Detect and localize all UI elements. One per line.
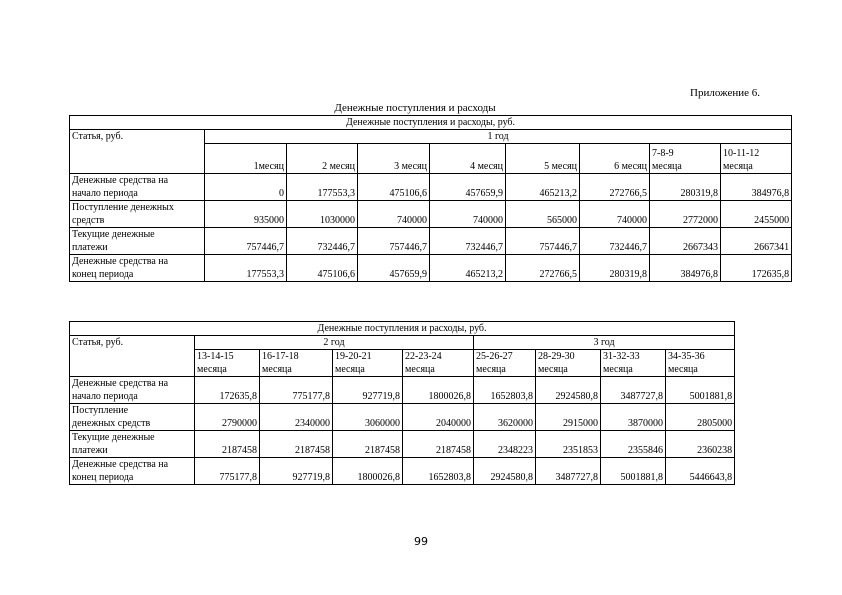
value-cell: 457659,9 (358, 255, 430, 282)
value-cell: 3620000 (474, 404, 536, 431)
value-cell: 757446,7 (358, 228, 430, 255)
value-cell: 280319,8 (580, 255, 650, 282)
value-cell: 384976,8 (650, 255, 721, 282)
value-cell: 465213,2 (506, 174, 580, 201)
value-cell: 2667341 (721, 228, 792, 255)
row-label: Денежные средства на начало периода (70, 174, 205, 201)
value-cell: 1652803,8 (403, 458, 474, 485)
value-cell: 0 (205, 174, 287, 201)
value-cell: 732446,7 (430, 228, 506, 255)
value-cell: 1030000 (287, 201, 358, 228)
cashflow-table-year1 (69, 115, 792, 282)
value-cell: 5001881,8 (666, 377, 735, 404)
table1-year-header: 1 год (205, 130, 792, 144)
value-cell: 2187458 (260, 431, 333, 458)
value-cell: 2772000 (650, 201, 721, 228)
value-cell: 732446,7 (580, 228, 650, 255)
row-label: Текущие денежные платежи (70, 431, 195, 458)
value-cell: 2348223 (474, 431, 536, 458)
table1-title: Денежные поступления и расходы, руб. (70, 116, 792, 130)
value-cell: 172635,8 (721, 255, 792, 282)
table-row (70, 228, 792, 255)
value-cell: 2360238 (666, 431, 735, 458)
value-cell: 565000 (506, 201, 580, 228)
table1-month-header: 3 месяц (358, 144, 430, 174)
table1-item-header: Статья, руб. (70, 130, 205, 174)
value-cell: 935000 (205, 201, 287, 228)
page-number: 99 (414, 535, 428, 548)
value-cell: 2805000 (666, 404, 735, 431)
table-row (70, 255, 792, 282)
table2-month-header: 16-17-18 месяца (260, 350, 333, 377)
table2-month-header: 19-20-21 месяца (333, 350, 403, 377)
value-cell: 2455000 (721, 201, 792, 228)
value-cell: 272766,5 (580, 174, 650, 201)
row-label: Текущие денежные платежи (70, 228, 205, 255)
value-cell: 740000 (580, 201, 650, 228)
table2-item-header: Статья, руб. (70, 336, 195, 377)
value-cell: 2915000 (536, 404, 601, 431)
table2-month-header: 31-32-33 месяца (601, 350, 666, 377)
value-cell: 927719,8 (260, 458, 333, 485)
table2-month-header: 13-14-15 месяца (195, 350, 260, 377)
table-row (70, 404, 735, 431)
value-cell: 2187458 (333, 431, 403, 458)
value-cell: 2340000 (260, 404, 333, 431)
row-label: Поступление денежных средств (70, 404, 195, 431)
table1-month-header: 1месяц (205, 144, 287, 174)
appendix-label: Приложение 6. (690, 87, 761, 99)
table2-year3-header: 3 год (474, 336, 735, 350)
value-cell: 172635,8 (195, 377, 260, 404)
table-row (70, 377, 735, 404)
value-cell: 1800026,8 (403, 377, 474, 404)
value-cell: 2924580,8 (474, 458, 536, 485)
table2-title: Денежные поступления и расходы, руб. (70, 322, 735, 336)
value-cell: 3060000 (333, 404, 403, 431)
value-cell: 2667343 (650, 228, 721, 255)
value-cell: 927719,8 (333, 377, 403, 404)
document-caption: Денежные поступления и расходы (334, 102, 496, 114)
table1-month-header: 6 месяц (580, 144, 650, 174)
value-cell: 384976,8 (721, 174, 792, 201)
table2-month-header: 28-29-30 месяца (536, 350, 601, 377)
value-cell: 740000 (358, 201, 430, 228)
table-row (70, 431, 735, 458)
table-row (70, 174, 792, 201)
table1-month-header: 10-11-12 месяца (721, 144, 792, 174)
value-cell: 2040000 (403, 404, 474, 431)
row-label: Денежные средства на конец периода (70, 458, 195, 485)
value-cell: 3487727,8 (536, 458, 601, 485)
value-cell: 2351853 (536, 431, 601, 458)
value-cell: 775177,8 (195, 458, 260, 485)
value-cell: 2355846 (601, 431, 666, 458)
value-cell: 177553,3 (287, 174, 358, 201)
value-cell: 272766,5 (506, 255, 580, 282)
value-cell: 3487727,8 (601, 377, 666, 404)
value-cell: 5446643,8 (666, 458, 735, 485)
value-cell: 1652803,8 (474, 377, 536, 404)
table2-month-header: 34-35-36 месяца (666, 350, 735, 377)
value-cell: 775177,8 (260, 377, 333, 404)
value-cell: 2187458 (403, 431, 474, 458)
value-cell: 465213,2 (430, 255, 506, 282)
table1-month-header: 2 месяц (287, 144, 358, 174)
value-cell: 475106,6 (358, 174, 430, 201)
value-cell: 732446,7 (287, 228, 358, 255)
cashflow-table-years2-3 (69, 321, 735, 485)
value-cell: 757446,7 (506, 228, 580, 255)
value-cell: 2187458 (195, 431, 260, 458)
value-cell: 475106,6 (287, 255, 358, 282)
value-cell: 177553,3 (205, 255, 287, 282)
value-cell: 2790000 (195, 404, 260, 431)
row-label: Поступление денежных средств (70, 201, 205, 228)
table1-month-header: 4 месяц (430, 144, 506, 174)
table1-month-header: 5 месяц (506, 144, 580, 174)
row-label: Денежные средства на начало периода (70, 377, 195, 404)
value-cell: 280319,8 (650, 174, 721, 201)
value-cell: 3870000 (601, 404, 666, 431)
value-cell: 740000 (430, 201, 506, 228)
row-label: Денежные средства на конец периода (70, 255, 205, 282)
table-row (70, 458, 735, 485)
table2-month-header: 25-26-27 месяца (474, 350, 536, 377)
table1-month-header: 7-8-9 месяца (650, 144, 721, 174)
table-row (70, 201, 792, 228)
table2-year2-header: 2 год (195, 336, 474, 350)
value-cell: 1800026,8 (333, 458, 403, 485)
value-cell: 457659,9 (430, 174, 506, 201)
value-cell: 2924580,8 (536, 377, 601, 404)
value-cell: 757446,7 (205, 228, 287, 255)
value-cell: 5001881,8 (601, 458, 666, 485)
table2-month-header: 22-23-24 месяца (403, 350, 474, 377)
